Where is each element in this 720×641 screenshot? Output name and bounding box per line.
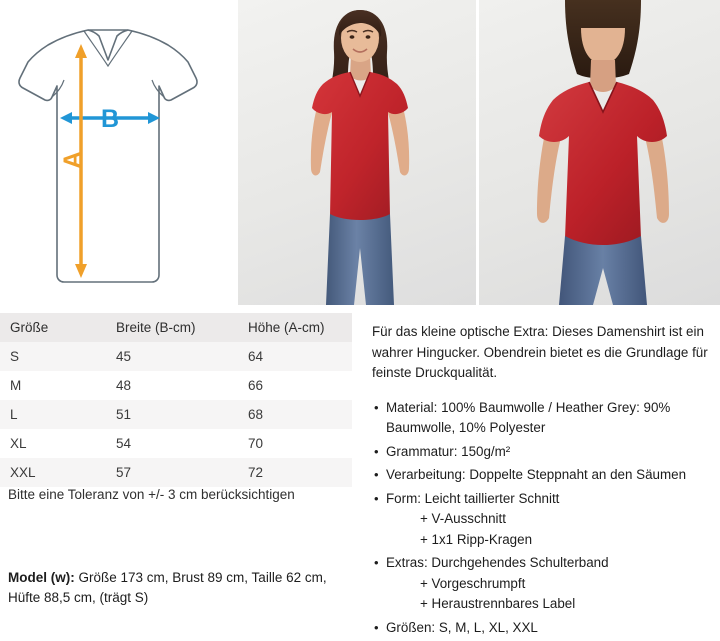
- shirt-silhouette: [19, 30, 197, 282]
- cell-width: 54: [116, 436, 132, 451]
- size-diagram: [0, 0, 235, 305]
- table-row: [0, 429, 352, 458]
- size-table-container: [0, 313, 360, 487]
- feature-material: Material: 100% Baumwolle / Heather Grey: 90% Baumwolle, 10% Polyester: [386, 399, 671, 435]
- feature-extras: Extras: Durchgehendes Schulterband: [386, 555, 609, 570]
- list-item: [372, 398, 716, 439]
- model-info: [8, 568, 356, 608]
- model-info-line1: Größe 173 cm, Brust 89 cm, Taille 62 cm,: [74, 570, 327, 585]
- feature-shape-sub-2: + 1x1 Ripp-Kragen: [420, 531, 533, 547]
- width-label: B: [100, 105, 120, 133]
- tolerance-note: Bitte eine Toleranz von +/- 3 cm berücksichtigen: [8, 487, 295, 502]
- cell-size: M: [10, 378, 22, 393]
- cell-height: 64: [248, 349, 264, 364]
- feature-sizes: Größen: S, M, L, XL, XXL: [386, 619, 538, 635]
- list-item: [372, 489, 716, 551]
- header-width: Breite (B-cm): [106, 313, 238, 342]
- tshirt-closeup: [539, 82, 667, 247]
- cell-height: 70: [248, 436, 264, 451]
- model-photo-full: [238, 0, 476, 305]
- table-row: [0, 371, 352, 400]
- header-height: Höhe (A-cm): [238, 313, 352, 342]
- model-illustration-full: [238, 0, 476, 305]
- table-header-row: [0, 313, 352, 342]
- model-info-label: Model (w):: [8, 570, 75, 585]
- table-row: [0, 458, 352, 487]
- feature-processing: Verarbeitung: Doppelte Steppnaht an den Säumen: [386, 467, 687, 482]
- description-intro: Für das kleine optische Extra: Dieses Damenshirt ist ein wahrer Hingucker. Obendrein bietet es die Grundlage für feinste Druckqualität.: [372, 324, 708, 380]
- list-item: [372, 618, 716, 639]
- jeans-closeup: [559, 236, 647, 305]
- cell-size: S: [10, 349, 20, 364]
- cell-height: 68: [248, 407, 264, 422]
- list-item: [372, 465, 716, 486]
- shirt-measurement-diagram: [0, 0, 235, 305]
- feature-extras-sub-2: + Heraustrennbares Label: [420, 596, 576, 611]
- eye-right: [366, 35, 371, 39]
- image-row: [0, 0, 720, 305]
- size-table: [0, 313, 352, 487]
- cell-width: 48: [116, 378, 132, 393]
- cell-size: L: [10, 407, 18, 422]
- header-size: Größe: [0, 313, 106, 342]
- size-table-head: [0, 313, 352, 342]
- model-info-line2: Hüfte 88,5 cm, (trägt S): [8, 590, 149, 605]
- cell-size: XL: [10, 436, 27, 451]
- model-photo-closeup: [479, 0, 720, 305]
- feature-shape: Form: Leicht taillierter Schnitt: [386, 490, 560, 506]
- table-row: [0, 342, 352, 371]
- neck-closeup: [590, 60, 616, 92]
- height-label: A: [59, 150, 87, 170]
- cell-height: 66: [248, 378, 264, 393]
- list-item: [372, 442, 716, 463]
- size-table-body: [0, 342, 352, 487]
- feature-extras-sub-1: + Vorgeschrumpft: [420, 575, 526, 591]
- eye-left: [350, 35, 355, 39]
- cell-width: 57: [116, 465, 132, 480]
- table-row: [0, 400, 352, 429]
- feature-weight: Grammatur: 150g/m²: [386, 443, 511, 459]
- cell-width: 45: [116, 349, 132, 364]
- cell-size: XXL: [10, 465, 36, 480]
- jeans: [326, 214, 394, 305]
- cell-height: 72: [248, 465, 264, 480]
- list-item: [372, 553, 716, 615]
- feature-list: [372, 398, 716, 639]
- model-illustration-closeup: [479, 0, 720, 305]
- feature-shape-sub-1: + V-Ausschnitt: [420, 511, 506, 526]
- product-description: [372, 322, 716, 641]
- cell-width: 51: [116, 407, 132, 422]
